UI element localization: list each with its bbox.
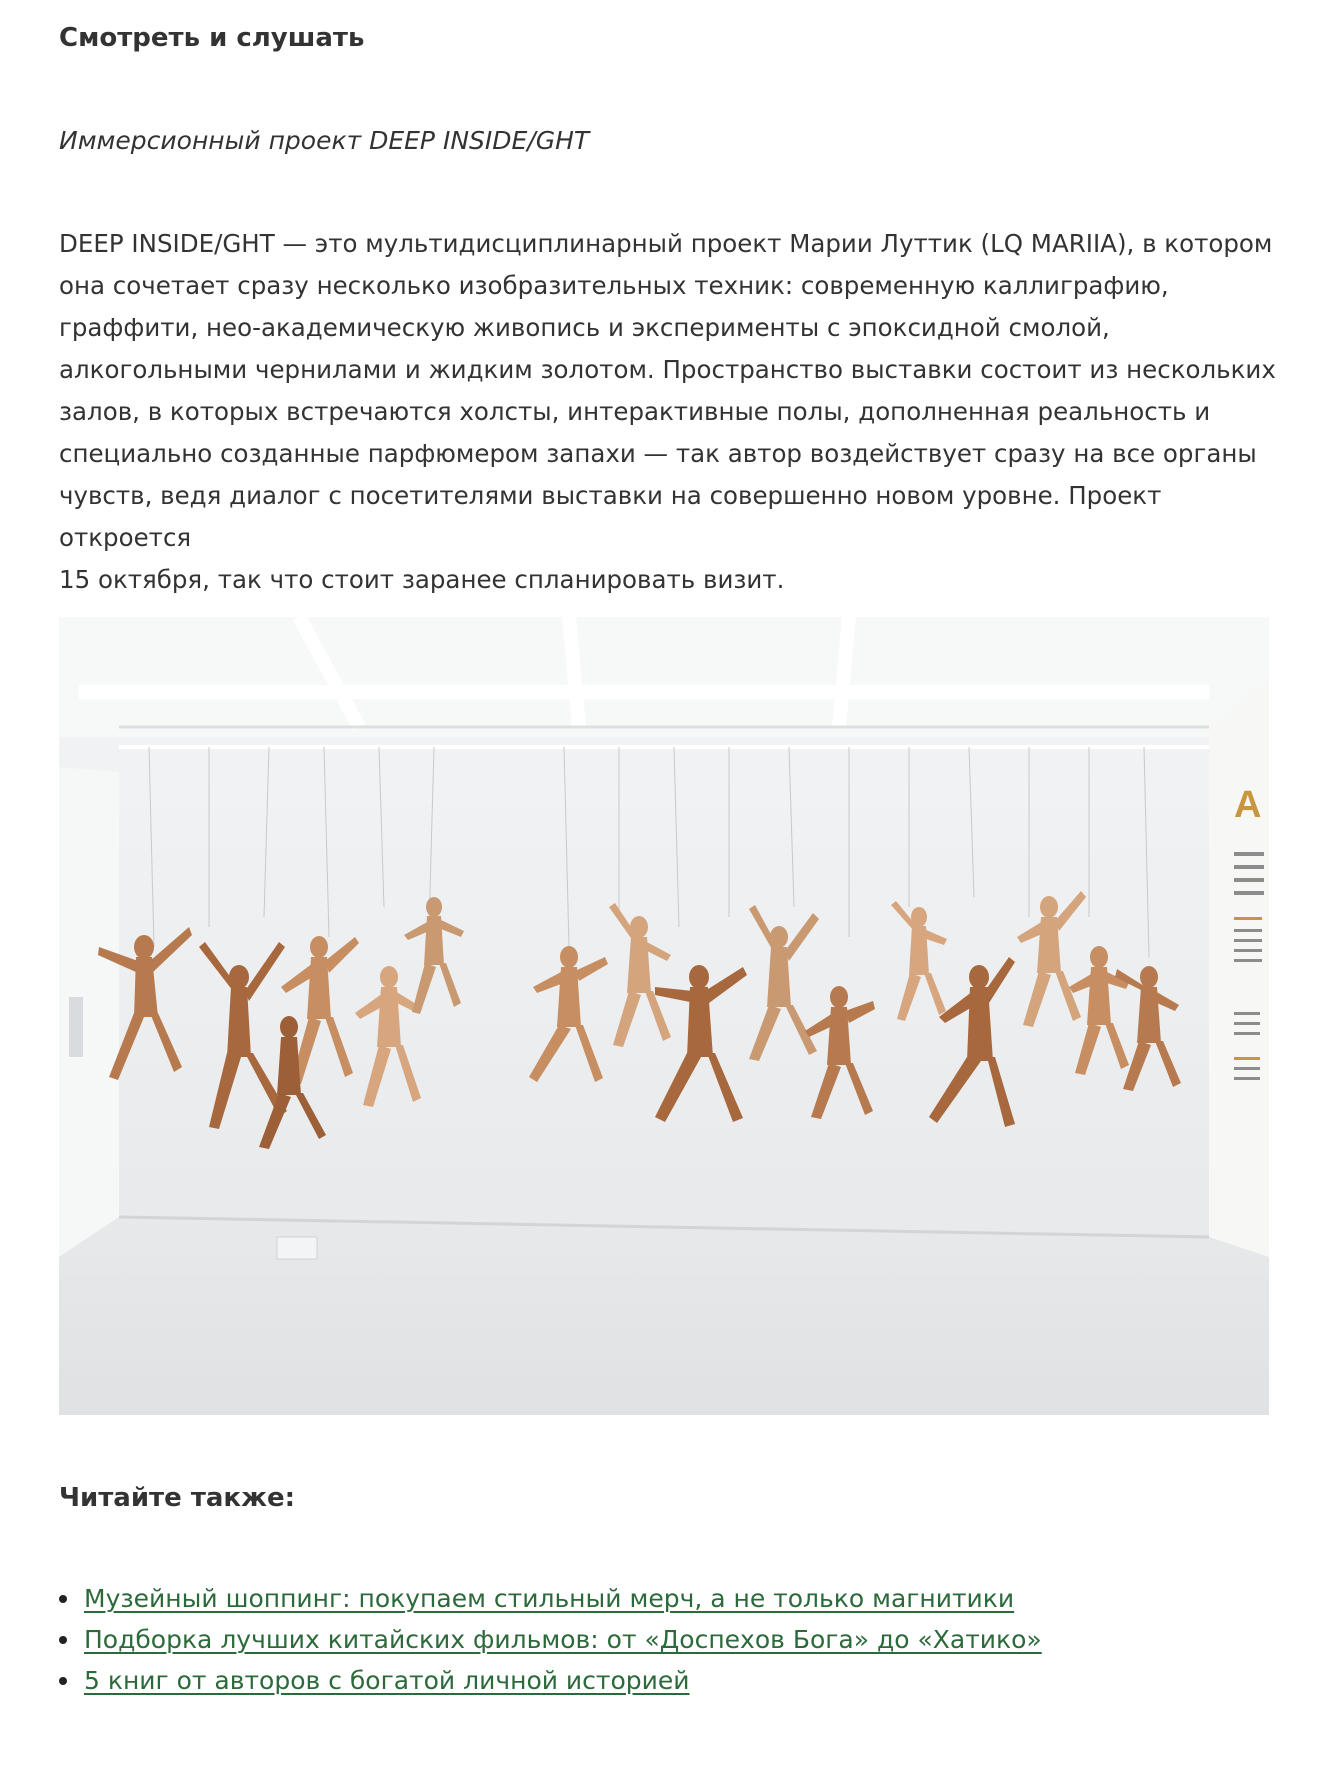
list-item bbox=[59, 1578, 1042, 1619]
read-also-link[interactable]: Подборка лучших китайских фильмов: от «Доспехов Бога» до «Хатико» bbox=[84, 1625, 1042, 1654]
description-line: чувств, ведя диалог с посетителями выставки на совершенно новом уровне. Проект откроется bbox=[59, 481, 1162, 552]
bullet-icon bbox=[59, 1636, 67, 1644]
read-also-list bbox=[59, 1578, 1042, 1701]
list-item bbox=[59, 1619, 1042, 1660]
description-line: 15 октября, так что стоит заранее спланировать визит. bbox=[59, 565, 785, 594]
description-line: алкогольными чернилами и жидким золотом. Пространство выставки состоит из нескольких bbox=[59, 355, 1276, 384]
description-line: DEEP INSIDE/GHT — это мультидисциплинарный проект Марии Луттик (LQ MARIIA), в котором bbox=[59, 229, 1273, 258]
bullet-icon bbox=[59, 1595, 67, 1603]
description-line: граффити, нео-академическую живопись и эксперименты с эпоксидной смолой, bbox=[59, 313, 1110, 342]
read-also-link[interactable]: 5 книг от авторов с богатой личной историей bbox=[84, 1666, 690, 1695]
event-subtitle: Иммерсионный проект DEEP INSIDE/GHT bbox=[59, 126, 590, 155]
svg-text:A: A bbox=[1234, 784, 1262, 826]
read-also-heading: Читайте также: bbox=[59, 1483, 295, 1513]
list-item bbox=[59, 1660, 1042, 1701]
read-also-link[interactable]: Музейный шоппинг: покупаем стильный мерч, а не только магнитики bbox=[84, 1584, 1015, 1613]
section-title: Смотреть и слушать bbox=[59, 23, 365, 53]
gallery-ceiling bbox=[59, 617, 1269, 737]
event-description bbox=[59, 223, 1284, 601]
exhibition-photo bbox=[59, 617, 1269, 1415]
bullet-icon bbox=[59, 1677, 67, 1685]
exhibition-illustration bbox=[59, 617, 1269, 1415]
description-line: специально созданные парфюмером запахи — так автор воздействует сразу на все органы bbox=[59, 439, 1257, 468]
gallery-floor bbox=[59, 1217, 1269, 1415]
description-line: залов, в которых встречаются холсты, интерактивные полы, дополненная реальность и bbox=[59, 397, 1211, 426]
description-line: она сочетает сразу несколько изобразительных техник: современную каллиграфию, bbox=[59, 271, 1169, 300]
